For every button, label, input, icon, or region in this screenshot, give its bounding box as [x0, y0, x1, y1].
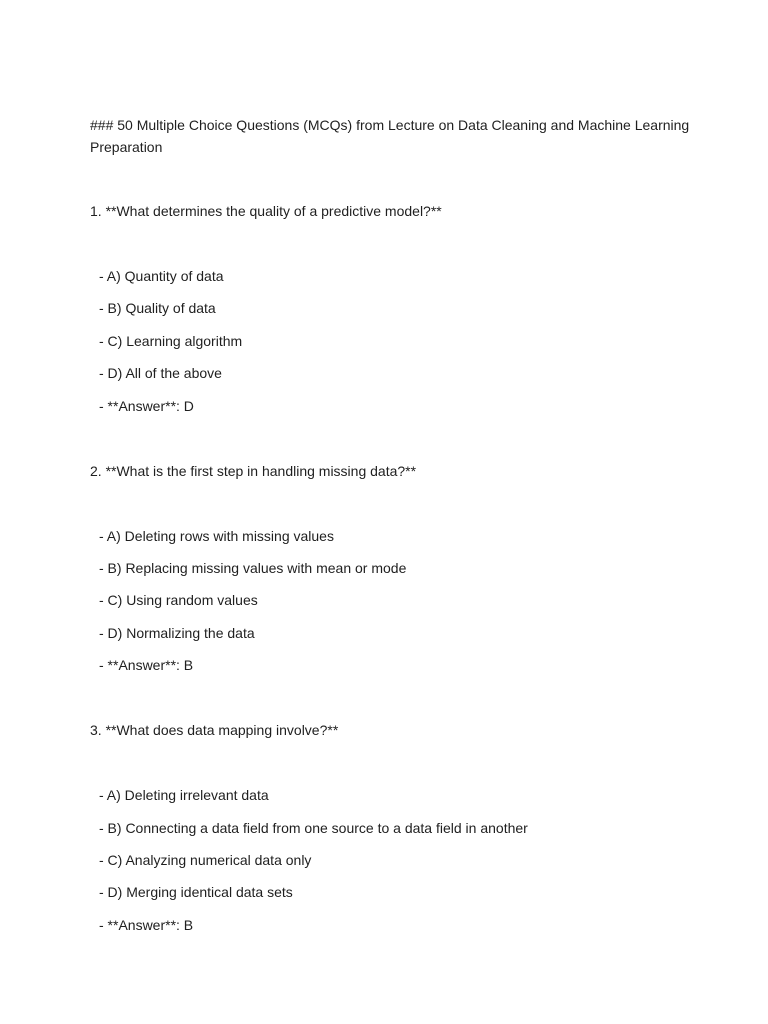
- option-item: - A) Deleting rows with missing values: [99, 527, 334, 544]
- option-item: - D) Merging identical data sets: [99, 884, 293, 901]
- option-item: - B) Connecting a data field from one source to a data field in another: [99, 819, 528, 836]
- option-item: - C) Learning algorithm: [99, 332, 243, 349]
- option-item: - D) All of the above: [99, 365, 222, 382]
- question-3: [90, 719, 690, 936]
- option-list: [90, 525, 690, 677]
- answer-line: - **Answer**: B: [99, 657, 194, 674]
- question-text: 1. **What determines the quality of a predictive model?**: [90, 203, 442, 219]
- option-item: - B) Replacing missing values with mean or mode: [99, 559, 407, 576]
- question-2: [90, 460, 690, 677]
- document-heading: ### 50 Multiple Choice Questions (MCQs) from Lecture on Data Cleaning and Machine Learning Preparation: [90, 117, 690, 155]
- option-list: [90, 265, 690, 417]
- question-text: 2. **What is the first step in handling missing data?**: [90, 462, 417, 479]
- option-item: - C) Analyzing numerical data only: [99, 851, 312, 868]
- option-item: - C) Using random values: [99, 592, 258, 609]
- document-page: [90, 114, 690, 946]
- option-list: [90, 784, 690, 936]
- question-text: 3. **What does data mapping involve?**: [90, 722, 339, 739]
- answer-line: - **Answer**: D: [99, 397, 194, 414]
- option-item: - B) Quality of data: [99, 300, 216, 317]
- question-1: [90, 200, 690, 417]
- answer-line: - **Answer**: B: [99, 916, 194, 933]
- option-item: - A) Quantity of data: [99, 268, 224, 284]
- option-item: - A) Deleting irrelevant data: [99, 787, 269, 804]
- option-item: - D) Normalizing the data: [99, 624, 255, 641]
